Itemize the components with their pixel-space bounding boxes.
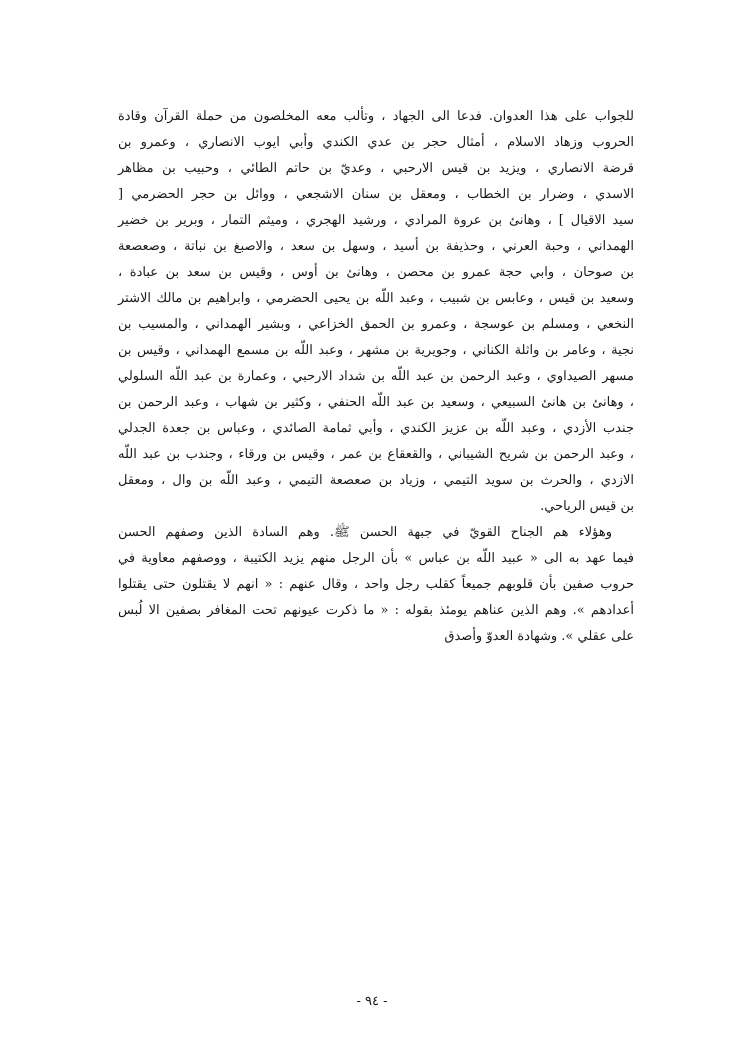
page-number: - ٩٤ - — [356, 994, 388, 1009]
body-text — [118, 104, 634, 650]
text-line: أعدادهم ». وهم الذين عناهم يومئذ بقوله : « ما ذكرت عيونهم تحت المغافر بصفين الا لُبس — [118, 603, 634, 618]
text-line: الحروب وزهاد الاسلام ، أمثال حجر بن عدي الكندي وأبي ايوب الانصاري ، وعمرو بن — [118, 135, 634, 150]
text-line: قرضة الانصاري ، ويزيد بن قيس الارحبي ، وعديّ بن حاتم الطائي ، وحبيب بن مظاهر — [118, 161, 634, 176]
text-line: ، وعبد الرحمن بن شريح الشيباني ، والقعقاع بن عمر ، وقيس بن ورقاء ، وجندب بن عبد اللّه — [118, 447, 634, 462]
text-line: الهمداني ، وحبة العرني ، وحذيفة بن أسيد ، وسهل بن سعد ، والاصبغ بن نباتة ، وصعصعة — [118, 239, 634, 254]
text-line: النخعي ، ومسلم بن عوسجة ، وعمرو بن الحمق الخزاعي ، وبشير الهمداني ، والمسيب بن — [118, 317, 634, 332]
text-line: على عقلي ». وشهادة العدوّ وأصدق — [444, 629, 634, 644]
text-line: سيد الاقيال ] ، وهانئ بن عروة المرادي ، ورشيد الهجري ، وميثم التمار ، وبرير بن خضير — [118, 213, 634, 228]
text-line: ، وهانئ بن هانئ السبيعي ، وسعيد بن عبد اللّه الحنفي ، وكثير بن شهاب ، وعبد الرحمن بن — [118, 395, 634, 410]
text-line: بن صوحان ، وابي حجة عمرو بن محصن ، وهانئ بن أوس ، وقيس بن سعد بن عبادة ، — [118, 265, 634, 280]
paragraph-2 — [118, 520, 634, 650]
text-line: للجواب على هذا العدوان. فدعا الى الجهاد ، وتألب معه المخلصون من حملة القرآن وقادة — [118, 109, 634, 124]
text-line: حروب صفين بأن قلوبهم جميعاً كقلب رجل واحد ، وقال عنهم : « انهم لا يقتلون حتى يقتلوا — [118, 577, 634, 592]
text-line: فيما عهد به الى « عبيد اللّه بن عباس » بأن الرجل منهم يزيد الكتيبة ، ووصفهم معاوية في — [118, 551, 634, 566]
text-line: الاسدي ، وضرار بن الخطاب ، ومعقل بن سنان الاشجعي ، ووائل بن حجر الحضرمي [ — [118, 187, 634, 202]
text-line: نجية ، وعامر بن واثلة الكناني ، وجويرية بن مشهر ، وعبد اللّه بن مسمع الهمداني ، وقيس بن — [118, 343, 634, 358]
text-line: جندب الأزدي ، وعبد اللّه بن عزيز الكندي ، وأبي ثمامة الصائدي ، وعباس بن جعدة الجدلي — [118, 421, 634, 436]
text-line: مسهر الصيداوي ، وعبد الرحمن بن عبد اللّه بن شداد الارحبي ، وعمارة بن عبد اللّه السلولي — [118, 369, 634, 384]
text-line: وهؤلاء هم الجناح القويّ في جبهة الحسن ﷺ. وهم السادة الذين وصفهم الحسن — [118, 525, 612, 540]
text-line: الازدي ، والحرث بن سويد التيمي ، وزياد بن صعصعة التيمي ، وعبد اللّه بن وال ، ومعقل — [118, 473, 634, 488]
text-line: وسعيد بن قيس ، وعابس بن شبيب ، وعبد اللّه بن يحيى الحضرمي ، وابراهيم بن مالك الاشتر — [118, 291, 634, 306]
paragraph-1 — [118, 104, 634, 520]
text-line: بن قيس الرياحي. — [540, 499, 634, 514]
